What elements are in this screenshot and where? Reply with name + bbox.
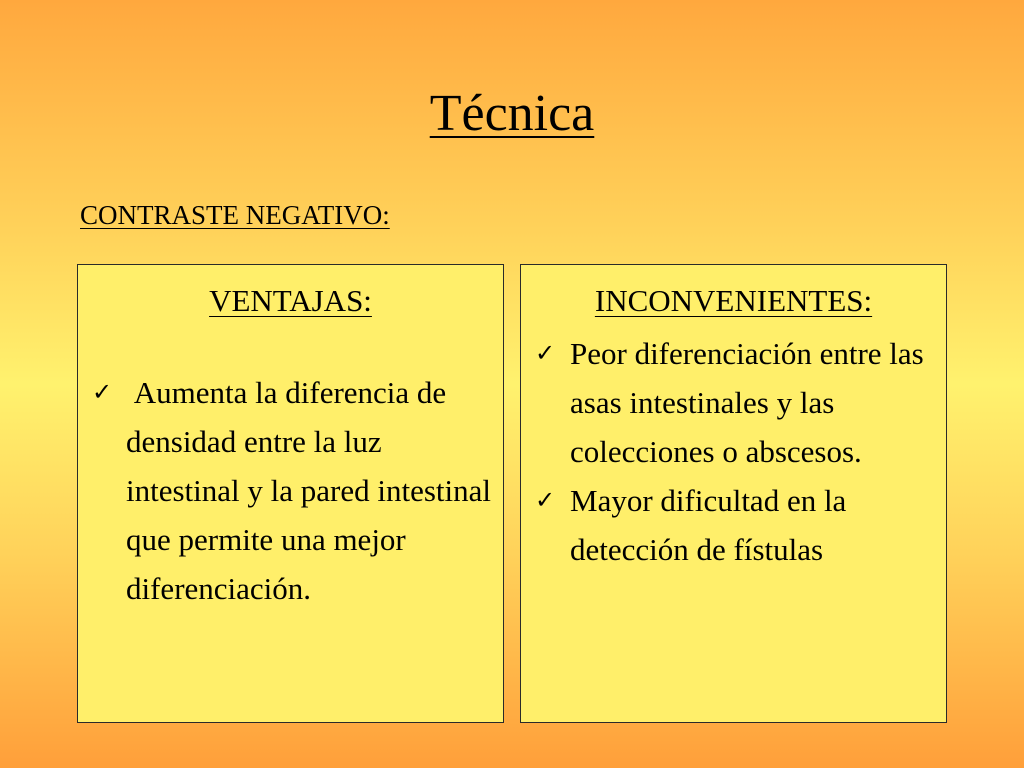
advantages-heading-text: VENTAJAS: xyxy=(209,283,372,318)
slide-subtitle: CONTRASTE NEGATIVO: xyxy=(80,200,390,230)
check-mark-icon: ✓ xyxy=(535,339,556,367)
advantages-heading xyxy=(78,281,503,321)
disadvantages-box xyxy=(520,264,947,723)
disadvantages-list xyxy=(521,329,946,574)
check-mark-icon: ✓ xyxy=(535,486,556,514)
disadvantages-heading xyxy=(521,281,946,321)
disadvantage-item xyxy=(521,329,946,476)
advantage-item-text: Aumenta la diferencia de densidad entre la luz intestinal y la pared intestinal que permite una mejor diferenciación. xyxy=(126,375,507,606)
slide-title xyxy=(0,82,1024,146)
advantages-list xyxy=(78,368,507,613)
disadvantage-item xyxy=(521,476,946,574)
disadvantages-heading-text: INCONVENIENTES: xyxy=(594,283,873,318)
disadvantage-item-text: Mayor dificultad en la detección de fístulas xyxy=(570,483,847,567)
check-mark-icon: ✓ xyxy=(92,378,113,406)
slide-title-text: Técnica xyxy=(429,85,595,142)
advantage-item xyxy=(78,368,507,613)
advantages-box xyxy=(77,264,507,723)
disadvantage-item-text: Peor diferenciación entre las asas intestinales y las colecciones o abscesos. xyxy=(570,336,924,469)
